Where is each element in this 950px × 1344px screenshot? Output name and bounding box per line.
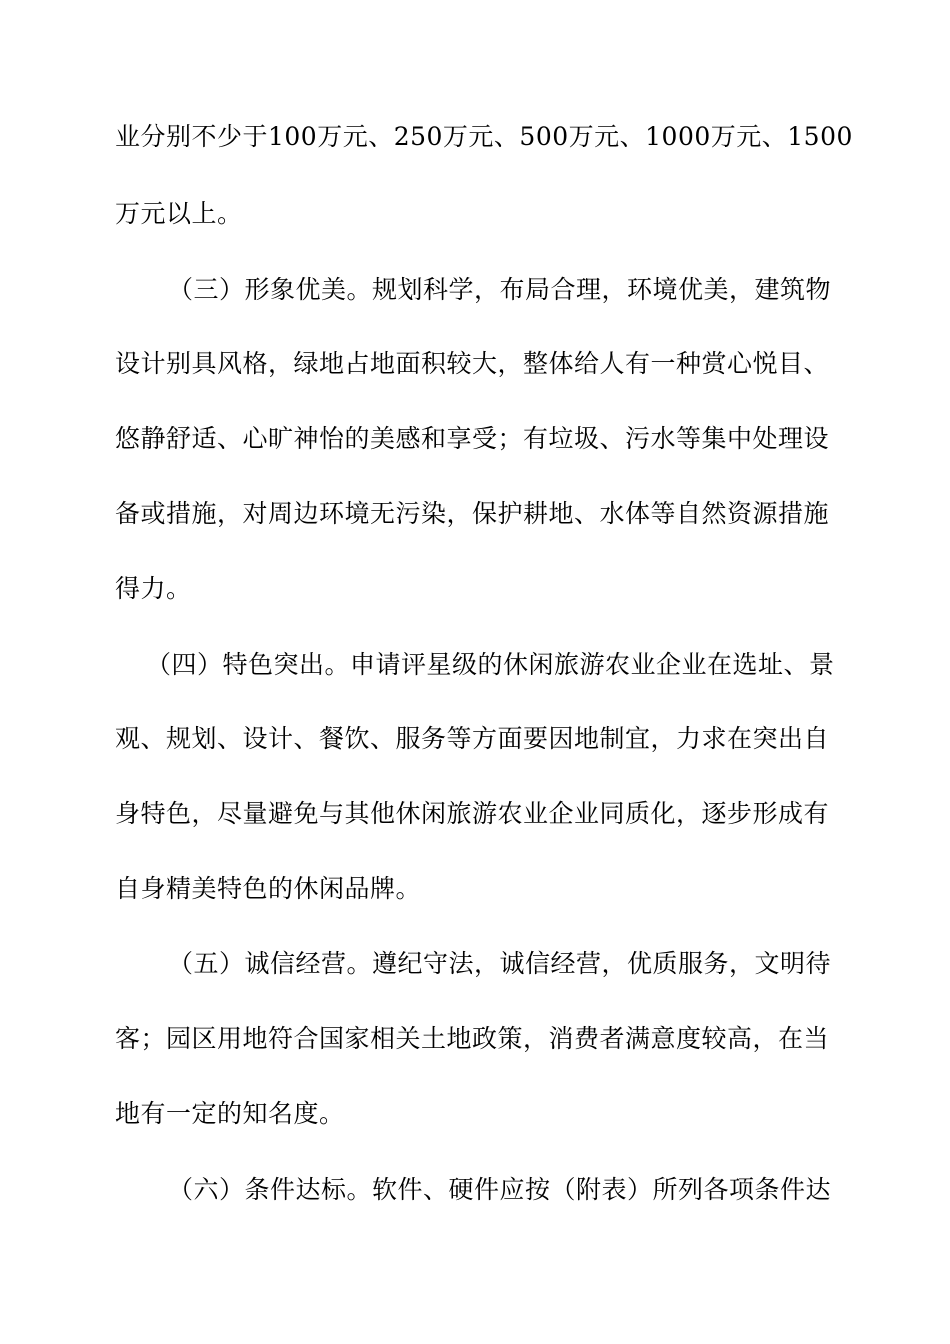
text-line-4: 设计别具风格，绿地占地面积较大，整体给人有一种赏心悦目、 bbox=[115, 349, 830, 378]
text-line-2: 万元以上。 bbox=[115, 199, 243, 228]
text-line-11: 自身精美特色的休闲品牌。 bbox=[115, 874, 422, 903]
text-line-14: 地有一定的知名度。 bbox=[115, 1099, 345, 1128]
text-line-1: 业分别不少于100万元、250万元、500万元、1000万元、1500 bbox=[115, 122, 853, 151]
text-line-10: 身特色，尽量避免与其他休闲旅游农业企业同质化，逐步形成有 bbox=[115, 799, 830, 828]
text-line-13: 客；园区用地符合国家相关土地政策，消费者满意度较高，在当 bbox=[115, 1024, 830, 1053]
section-5-heading-line: （五）诚信经营。遵纪守法，诚信经营，优质服务，文明待 bbox=[168, 949, 832, 978]
text-line-6: 备或措施，对周边环境无污染，保护耕地、水体等自然资源措施 bbox=[115, 499, 830, 528]
section-6-heading-line: （六）条件达标。软件、硬件应按（附表）所列各项条件达 bbox=[168, 1175, 832, 1204]
text-line-9: 观、规划、设计、餐饮、服务等方面要因地制宜，力求在突出自 bbox=[115, 724, 830, 753]
text-line-5: 悠静舒适、心旷神怡的美感和享受；有垃圾、污水等集中处理设 bbox=[115, 424, 830, 453]
text-line-7: 得力。 bbox=[115, 574, 192, 603]
section-3-heading-line: （三）形象优美。规划科学，布局合理，环境优美，建筑物 bbox=[168, 275, 832, 304]
section-4-heading-line: （四）特色突出。申请评星级的休闲旅游农业企业在选址、景 bbox=[146, 650, 835, 679]
